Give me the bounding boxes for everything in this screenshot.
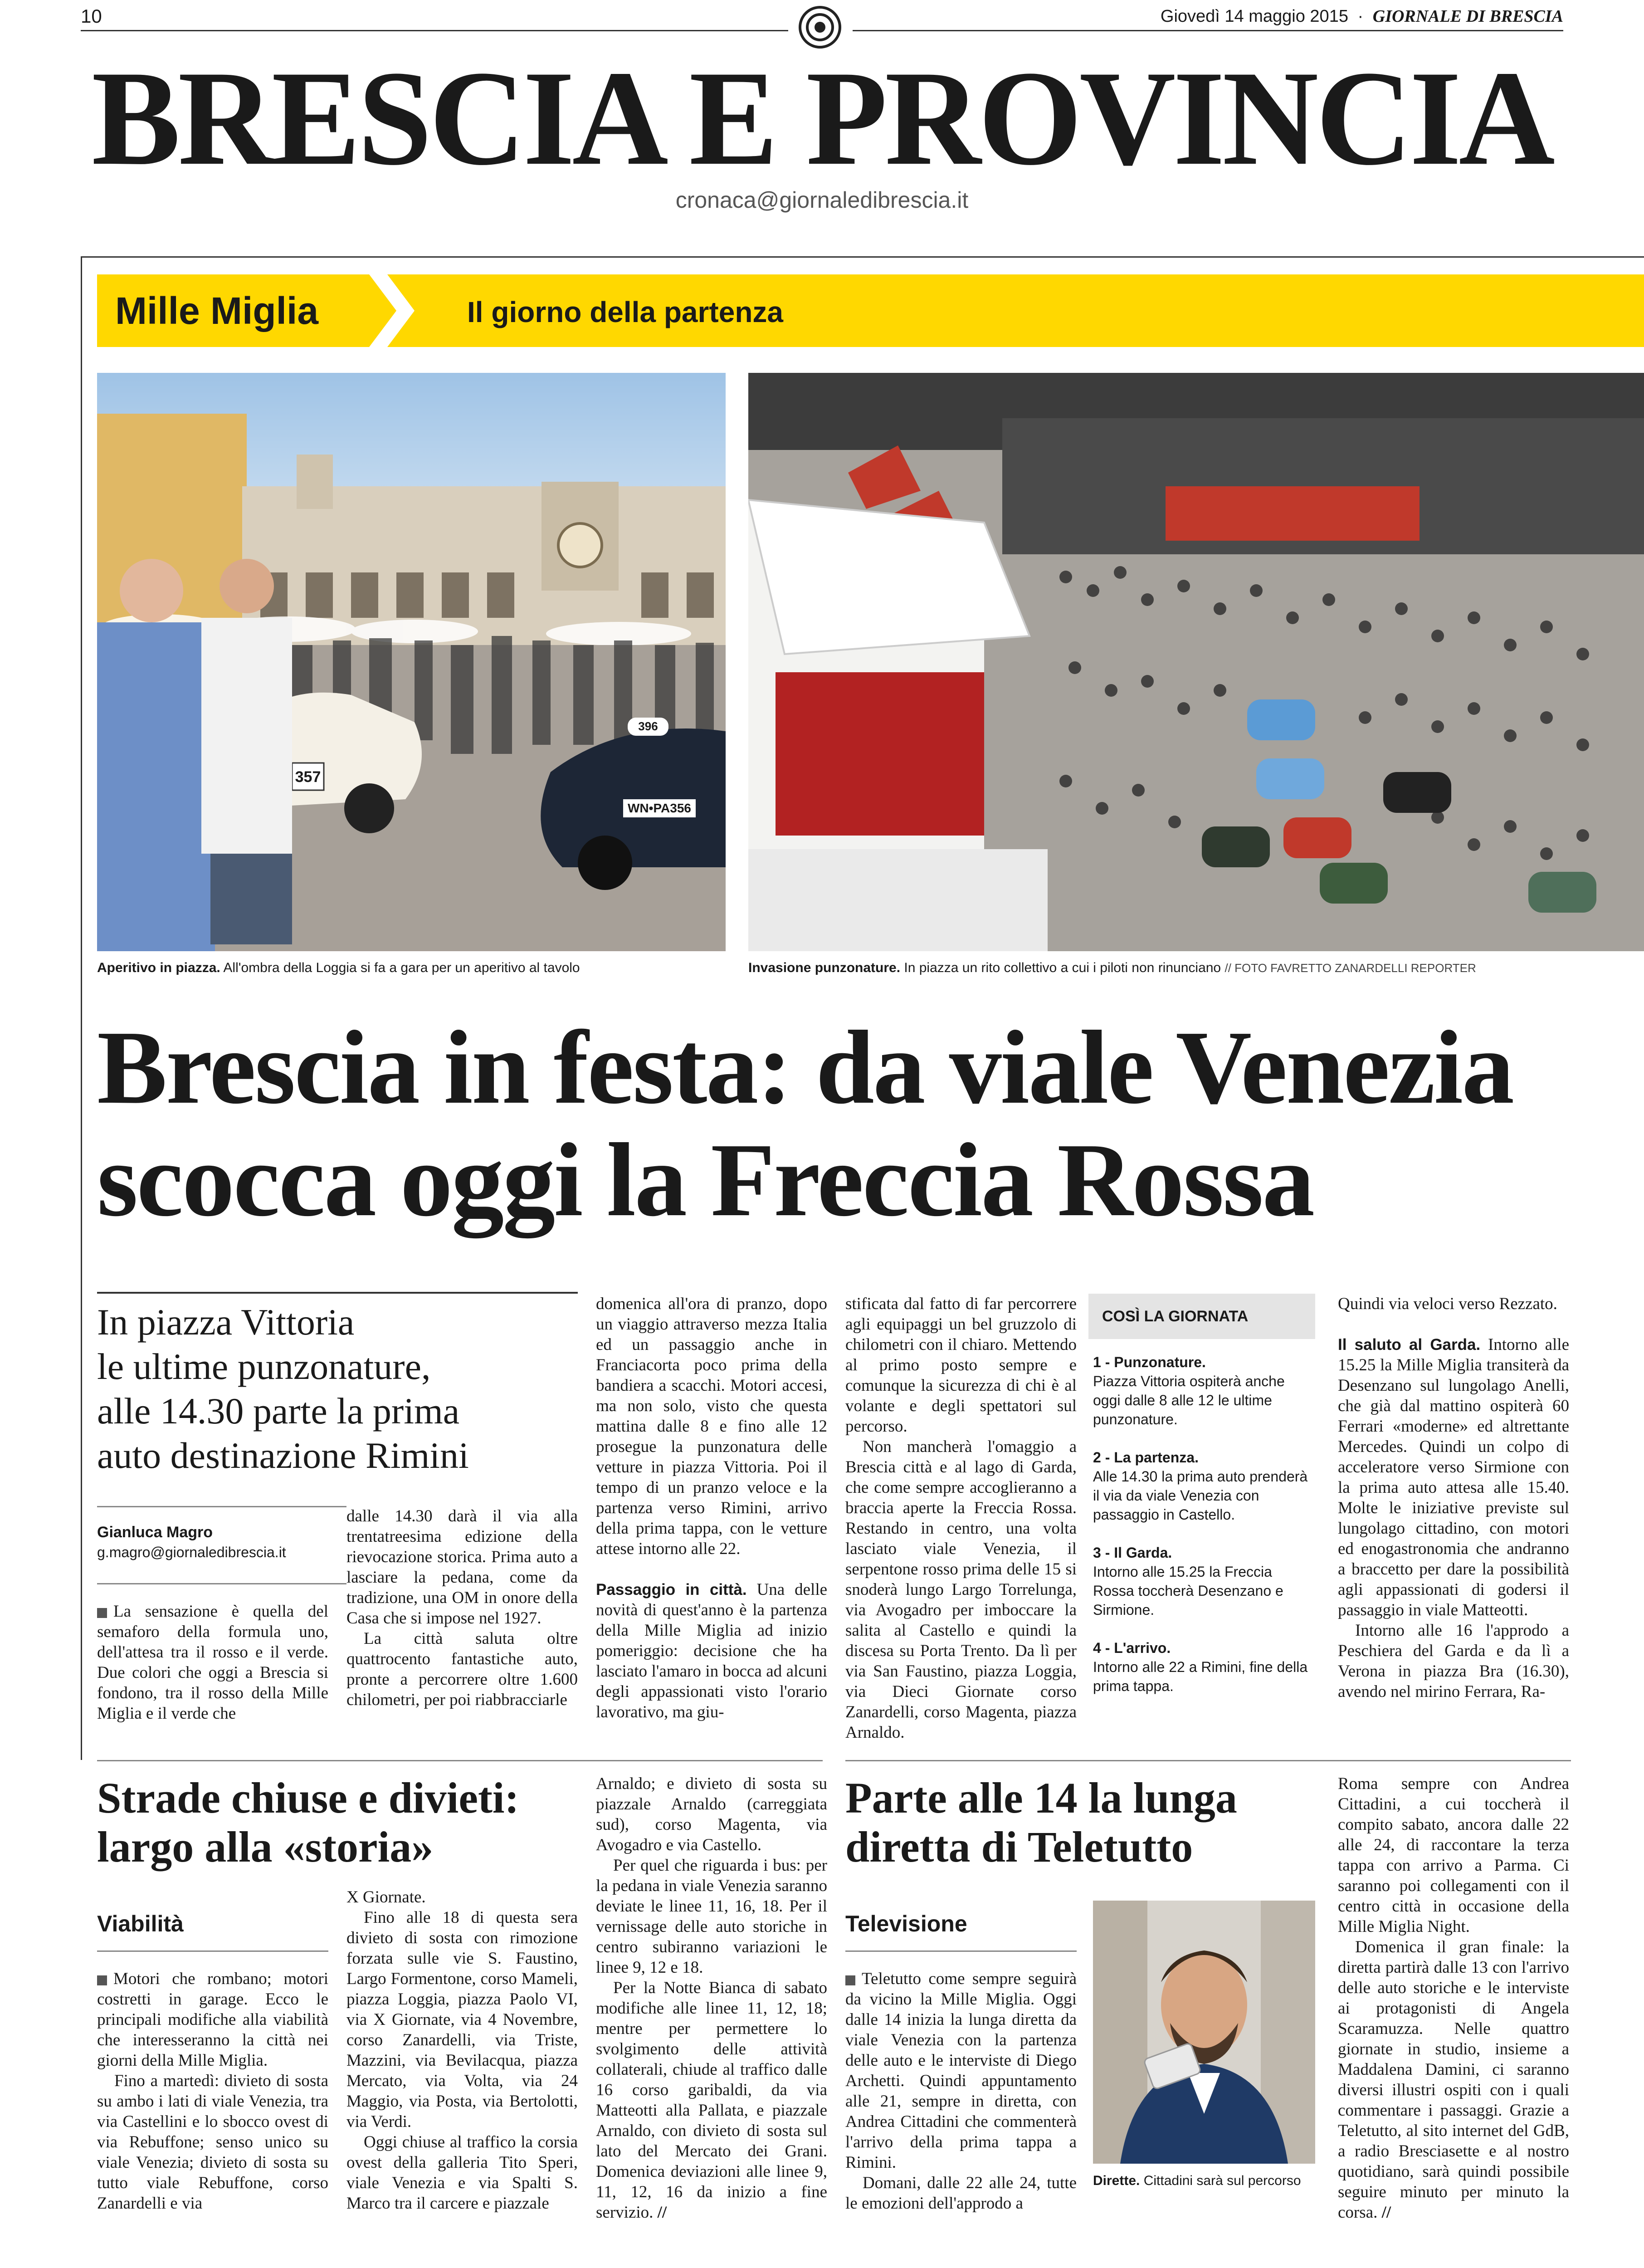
lower-left-rule <box>97 1760 823 1761</box>
sidebar-item-3-text: Intorno alle 15.25 la Freccia Rossa toccherà Desenzano e Sirmione. <box>1093 1564 1283 1618</box>
viabilita-title-line-2: largo alla «storia» <box>97 1823 434 1871</box>
photo-left-caption <box>97 960 732 976</box>
tv-photo-caption-bold: Dirette. <box>1093 2173 1140 2188</box>
sidebar-item-4 <box>1093 1638 1311 1696</box>
frame-top-rule <box>81 256 1644 258</box>
main-col-6-text-b: Intorno alle 15.25 la Mille Miglia transiterà da Desenzano sul lungolago Anelli, che già dal mattino ospiterà 60 Ferrari «moderne» ed altrettante Mercedes. Quindi un colpo di acceleratore verso Sirmione con la prima auto attesa alle 15.40. Molte le iniziative previste sul lungolago cittadino, con motori ed enogastronomia che andranno a braccetto per dare la possibilità agli appassionati di godersi il passaggio in viale Matteotti. <box>1338 1335 1569 1619</box>
tv-col-2-text-b: Domenica il gran finale: la diretta partirà dalle 13 con l'arrivo delle auto storiche e le interviste ai protagonisti di Angela Scaramuzza. Nelle quattro giornate in studio, insieme a Maddalena Damini, ci saranno diversi illustri ospiti con i quali commentare i passaggi. Grazie a Teletutto, al sito internet del GdB, a radio Bresciasette e al nostro quotidiano, sarà quindi possibile seguire minuto per minuto la corsa. <box>1338 1938 1569 2222</box>
viabilita-col-1-text: Motori che rombano; motori costretti in garage. Ecco le principali modifiche alla viabilità che interesseranno la città nei giorni della Mille Miglia. <box>97 1970 328 2070</box>
tv-col-1 <box>845 1969 1077 2214</box>
photo-cittadini <box>1093 1901 1315 2164</box>
paragraph-marker-icon <box>97 1608 107 1618</box>
author-name: Gianluca Magro <box>97 1524 213 1541</box>
sidebar-item-3-title: 3 - Il Garda. <box>1093 1545 1172 1561</box>
main-subhead <box>97 1300 587 1478</box>
sidebar-item-3 <box>1093 1543 1311 1619</box>
section-title: BRESCIA E PROVINCIA <box>92 43 1552 193</box>
tv-title-line-2: diretta di Teletutto <box>845 1823 1193 1871</box>
viabilita-col-3 <box>596 1774 827 2223</box>
sidebar-item-1-text: Piazza Vittoria ospiterà anche oggi dalle 8 alle 12 le ultime punzonature. <box>1093 1373 1285 1427</box>
tv-col-2 <box>1338 1774 1569 2223</box>
sidebar-item-2-text: Alle 14.30 la prima auto prenderà il via da viale Venezia con passaggio in Castello. <box>1093 1468 1308 1523</box>
main-col-2-text-b: La città saluta oltre quattrocento fantastiche auto, pronte a percorrere oltre 1.600 chilometri, per poi riabbracciarle <box>346 1629 578 1709</box>
author-rule <box>97 1506 346 1507</box>
main-col-4-text-b: Non mancherà l'omaggio a Brescia città e al lago di Garda, che come sempre accoglieranno a braccia aperte la Freccia Rossa. Restando in centro, una volta lasciato viale Venezia, il serpentone rosso prima delle 15 si snoderà lungo Largo Torrelunga, via Avogadro per imboccare la salita al Castello e quindi la discesa su Porta Trento. Da lì per via San Faustino, piazza Loggia, via Dieci Giornate corso Zanardelli, corso Magenta, piazza Arnaldo. <box>845 1437 1077 1742</box>
photo-left-caption-text: All'ombra della Loggia si fa a gara per un aperitivo al tavolo <box>223 960 580 975</box>
photo-left-caption-bold: Aperitivo in piazza. <box>97 960 220 975</box>
sidebar-item-2 <box>1093 1448 1311 1524</box>
main-col-3-text-b: Una delle novità di quest'anno è la partenza della Mille Miglia ad inizio pomeriggio: decisione che ha lasciato l'amaro in bocca ad alcuni degli appassionati visto l'orario lavorativo, ma giu- <box>596 1580 828 1721</box>
main-col-6-subhead: Il saluto al Garda. <box>1338 1336 1481 1354</box>
main-col-4 <box>845 1294 1077 1743</box>
lower-right-rule <box>845 1760 1571 1761</box>
main-col-3-text: domenica all'ora di pranzo, dopo un viaggio attraverso mezza Italia ed un passaggio anche in Franciacorta poco prima della bandiera a scacchi. Motori accesi, ma non solo, visto che questa mattina dalle 8 e fino alle 12 prosegue la punzonatura delle vetture in piazza Vittoria. Poi il tempo di un pranzo veloce e la partenza verso Rimini, arrivo della prima tappa, con le vetture attese intorno alle 22. <box>596 1295 827 1558</box>
viabilita-title <box>97 1774 596 1872</box>
subhead-line-3: alle 14.30 parte la prima <box>97 1390 460 1432</box>
main-col-1 <box>97 1601 328 1724</box>
viabilita-col-3-text-b: Per quel che riguarda i bus: per la pedana in viale Venezia saranno deviate le linee 11, 16, 18. Per il vernissage delle auto storiche in centro subiranno variazioni le linee 9, 12 e 18. <box>596 1856 827 1977</box>
author-block <box>97 1522 351 1562</box>
viabilita-col-3-text-c: Per la Notte Bianca di sabato modifiche alle linee 11, 12, 18; mentre per permettere lo svolgimento delle attività collaterali, chiude al traffico dalle 16 corso garibaldi, da via Matteotti alla Pallata, e piazzale Arnaldo, con divieto di sosta sul lato del Mercato dei Grani. Domenica deviazioni alle linee 9, 11, 12, 16 da inizio a fine servizio. <box>596 1979 827 2222</box>
viabilita-col-2-text-c: Oggi chiuse al traffico la corsia ovest della galleria Tito Speri, viale Venezia e via Spalti S. Marco tra il carcere e piazzale <box>346 2133 578 2213</box>
paragraph-marker-icon <box>845 1975 855 1985</box>
topic-banner <box>97 274 1644 347</box>
sidebar-item-2-title: 2 - La partenza. <box>1093 1449 1199 1466</box>
subhead-top-rule <box>97 1292 578 1294</box>
main-headline <box>97 1009 1513 1238</box>
tv-kicker: Televisione <box>845 1911 967 1936</box>
main-col-3 <box>596 1294 827 1722</box>
tv-col-1-text: Teletutto come sempre seguirà da vicino la Mille Miglia. Oggi dalle 14 inizia la lunga diretta da viale Venezia con la partenza delle auto e le interviste di Diego Archetti. Quindi appuntamento alle 21, sempre in diretta, con Andrea Cittadini che commenterà l'arrivo della prima tappa a Rimini. <box>845 1970 1077 2172</box>
tv-col-1-text-b: Domani, dalle 22 alle 24, tutte le emozioni dell'approdo a <box>845 2174 1077 2213</box>
date-separator: · <box>1357 7 1364 26</box>
banner-subtitle: Il giorno della partenza <box>467 296 783 328</box>
main-headline-line-2: scocca oggi la Freccia Rossa <box>97 1122 1314 1238</box>
subhead-line-1: In piazza Vittoria <box>97 1301 355 1343</box>
tv-title <box>845 1774 1344 1872</box>
sidebar-item-1-title: 1 - Punzonature. <box>1093 1354 1206 1370</box>
viabilita-col-2-text-b: Fino alle 18 di questa sera divieto di sosta con rimozione forzata sulle vie S. Faustino, Largo Formentone, corso Mameli, piazza Loggia, piazza Paolo VI, via X Giornate, via 4 Novembre, corso Zanardelli, via Triste, Mazzini, via Bevilacqua, piazza Mercato, via Volta, via 24 Maggio, via Posta, via Bertolotti, via Verdi. <box>346 1908 578 2131</box>
viabilita-kicker-rule <box>97 1950 328 1952</box>
photo-right-caption-text: In piazza un rito collettivo a cui i piloti non rinunciano <box>904 960 1221 975</box>
viabilita-kicker: Viabilità <box>97 1911 184 1936</box>
viabilita-col-2 <box>346 1887 578 2214</box>
sidebar-items <box>1088 1339 1315 1696</box>
main-col-6 <box>1338 1294 1569 1702</box>
subhead-line-4: auto destinazione Rimini <box>97 1435 469 1476</box>
header-rule <box>81 30 788 31</box>
main-col-1-text: La sensazione è quella del semaforo della formula uno, dell'attesa tra il rosso e il verde. Due colori che oggi a Brescia si fondono, tra il rosso della Mille Miglia e il verde che <box>97 1602 328 1723</box>
car-license-plate: WN•PA356 <box>628 801 691 815</box>
sidebar-header <box>1088 1294 1315 1339</box>
author-email: g.magro@giornaledibrescia.it <box>97 1544 286 1560</box>
tv-photo-caption <box>1093 2173 1320 2189</box>
viabilita-col-2-text: X Giornate. <box>346 1888 426 1906</box>
main-col-4-text: stificata dal fatto di far percorrere agli equipaggi un bel gruzzolo di chilometri con il chiaro. Mettendo al primo posto sempre e comunque la sicurezza di chi è al volante e degli spettatori sul percorso. <box>845 1295 1077 1436</box>
car-number-plate: 357 <box>295 768 321 786</box>
photo-punzonature <box>748 373 1644 951</box>
photo-right-caption-bold: Invasione punzonature. <box>748 960 901 975</box>
viabilita-col-3-text: Arnaldo; e divieto di sosta su piazzale Arnaldo (carreggiata sud), corso Magenta, via Avogadro e via Castello. <box>596 1774 827 1854</box>
tv-col-2-text: Roma sempre con Andrea Cittadini, a cui toccherà il compito sabato, ancora dalle 22 alle 24, di raccontare la terza tappa con arrivo a Parma. Ci saranno poi collegamenti con il centro città in occasione della Mille Miglia Night. <box>1338 1774 1569 1936</box>
paragraph-marker-icon <box>97 1975 107 1985</box>
photo-credit: // FOTO FAVRETTO ZANARDELLI REPORTER <box>1224 961 1476 975</box>
sidebar-item-4-text: Intorno alle 22 a Rimini, fine della prima tappa. <box>1093 1659 1308 1694</box>
page-number: 10 <box>81 5 102 27</box>
viabilita-col-1-text-b: Fino a martedì: divieto di sosta su ambo i lati di viale Venezia, tra via Castellini e lo sbocco ovest di via Rebuffone; senso unico su viale Venezia; divieto di sosta su tutto viale Rebuffone, corso Zanardelli e via <box>97 2072 328 2213</box>
tv-kicker-rule <box>845 1950 1077 1952</box>
tv-photo-caption-text: Cittadini sarà sul percorso <box>1143 2173 1301 2188</box>
tv-end-mark: // <box>1381 2203 1391 2222</box>
frame-left-rule <box>81 256 82 1760</box>
main-col-6-text-c: Intorno alle 16 l'approdo a Peschiera del Garda e da lì a Verona in piazza Bra (16.30), avendo nel mirino Ferrara, Ra- <box>1338 1621 1569 1701</box>
viabilita-col-1 <box>97 1969 328 2214</box>
sidebar-item-4-title: 4 - L'arrivo. <box>1093 1640 1171 1656</box>
header-date-line <box>1161 6 1563 26</box>
viabilita-end-mark: // <box>657 2203 667 2222</box>
newspaper-name: GIORNALE DI BRESCIA <box>1372 7 1563 26</box>
tv-title-line-1: Parte alle 14 la lunga <box>845 1774 1237 1822</box>
viabilita-title-line-1: Strade chiuse e divieti: <box>97 1774 519 1822</box>
main-headline-line-1: Brescia in festa: da viale Venezia <box>97 1009 1513 1126</box>
sidebar-item-1 <box>1093 1353 1311 1429</box>
main-col-3-subhead: Passaggio in città. <box>596 1581 747 1598</box>
author-rule-2 <box>97 1583 346 1584</box>
main-col-2-text: dalle 14.30 darà il via alla trentatreesima edizione della rievocazione storica. Prima auto a lasciare la pedana, come da tradizione, una OM in onore della Casa che si impose nel 1927. <box>346 1507 578 1628</box>
header-rule-right <box>853 30 1563 31</box>
subhead-line-2: le ultime punzonature, <box>97 1346 431 1387</box>
sidebar-title: COSÌ LA GIORNATA <box>1102 1308 1249 1325</box>
section-email: cronaca@giornaledibrescia.it <box>675 187 969 213</box>
banner-topic: Mille Miglia <box>115 289 319 332</box>
sidebar-box <box>1088 1294 1315 1696</box>
photo-right-caption <box>748 960 1644 976</box>
main-col-2 <box>346 1506 578 1710</box>
photo-piazza-loggia <box>97 373 726 951</box>
issue-date: Giovedì 14 maggio 2015 <box>1160 7 1348 26</box>
car-number-plate-2: 396 <box>638 719 658 733</box>
main-col-6-text: Quindi via veloci verso Rezzato. <box>1338 1295 1557 1313</box>
